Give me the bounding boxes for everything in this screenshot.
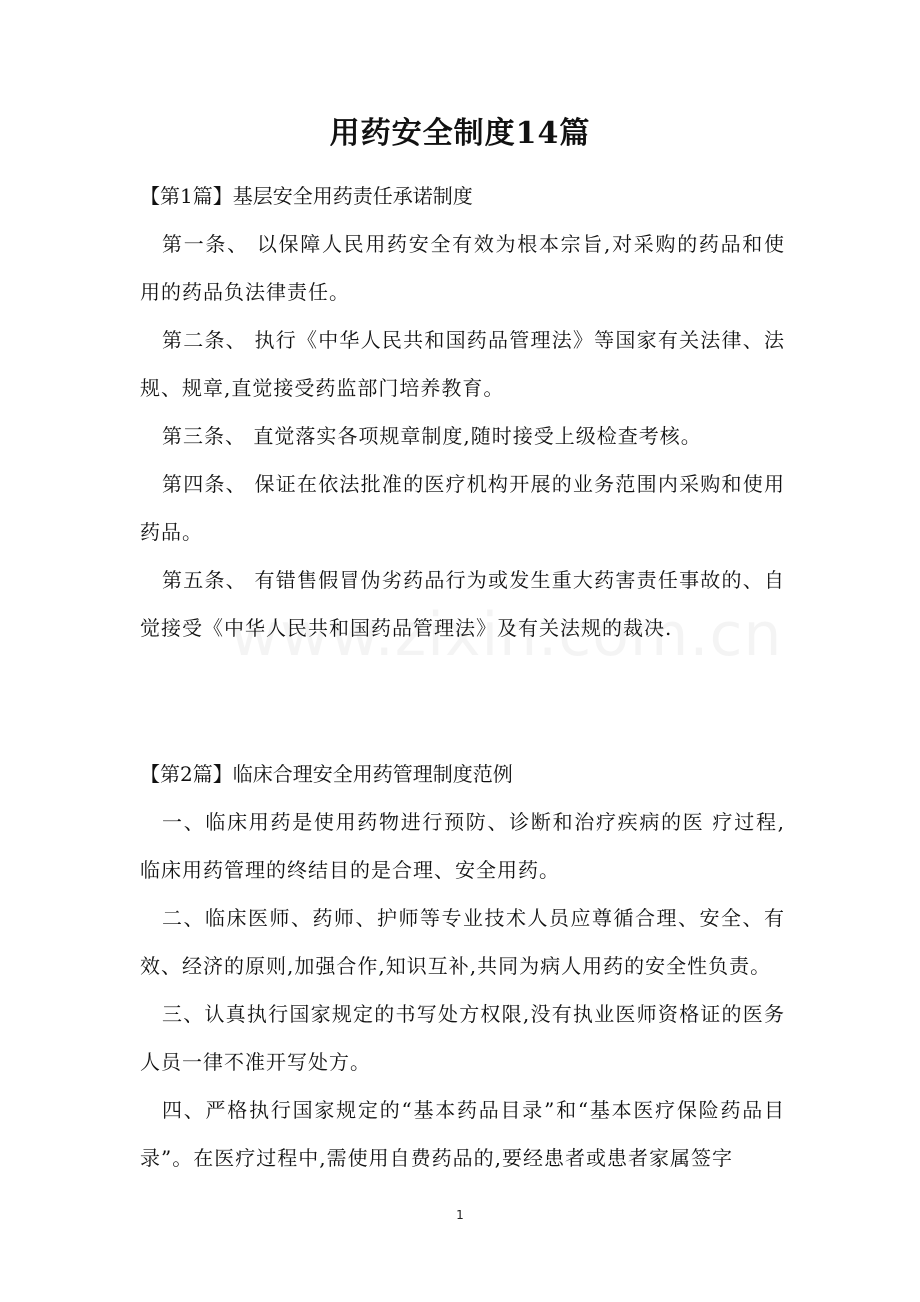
section-1-article-4: 第四条、 保证在依法批准的医疗机构开展的业务范围内采购和使用药品。	[140, 472, 785, 544]
section-spacer	[140, 652, 785, 750]
document-title: 用药安全制度14篇	[329, 116, 591, 151]
section-2-item-4: 四、严格执行国家规定的“基本药品目录”和“基本医疗保险药品目录”。在医疗过程中,需使用自费药品的,要经患者或患者家属签字	[140, 1098, 785, 1170]
section-2-item-1: 一、临床用药是使用药物进行预防、诊断和治疗疾病的医 疗过程,临床用药管理的终结目的是合理、安全用药。	[140, 810, 785, 882]
section-2-item-2: 二、临床医师、药师、护师等专业技术人员应尊循合理、安全、有效、经济的原则,加强合作,知识互补,共同为病人用药的安全性负责。	[140, 906, 785, 978]
section-1-article-1: 第一条、 以保障人民用药安全有效为根本宗旨,对采购的药品和使用的药品负法律责任。	[140, 232, 785, 304]
section-1-article-5: 第五条、 有错售假冒伪劣药品行为或发生重大药害责任事故的、自觉接受《中华人民共和国药品管理法》及有关法规的裁决.	[140, 568, 785, 640]
section-1-article-2: 第二条、 执行《中华人民共和国药品管理法》等国家有关法律、法规、规章,直觉接受药监部门培养教育。	[140, 328, 785, 400]
section-2-heading: 【第2篇】临床合理安全用药管理制度范例	[140, 762, 513, 786]
section-2-item-3: 三、认真执行国家规定的书写处方权限,没有执业医师资格证的医务人员一律不准开写处方。	[140, 1002, 785, 1074]
section-1-heading: 【第1篇】基层安全用药责任承诺制度	[140, 184, 473, 208]
page-number: 1	[456, 1208, 464, 1222]
document-body	[140, 172, 785, 1182]
section-1-article-3: 第三条、 直觉落实各项规章制度,随时接受上级检查考核。	[162, 424, 702, 448]
